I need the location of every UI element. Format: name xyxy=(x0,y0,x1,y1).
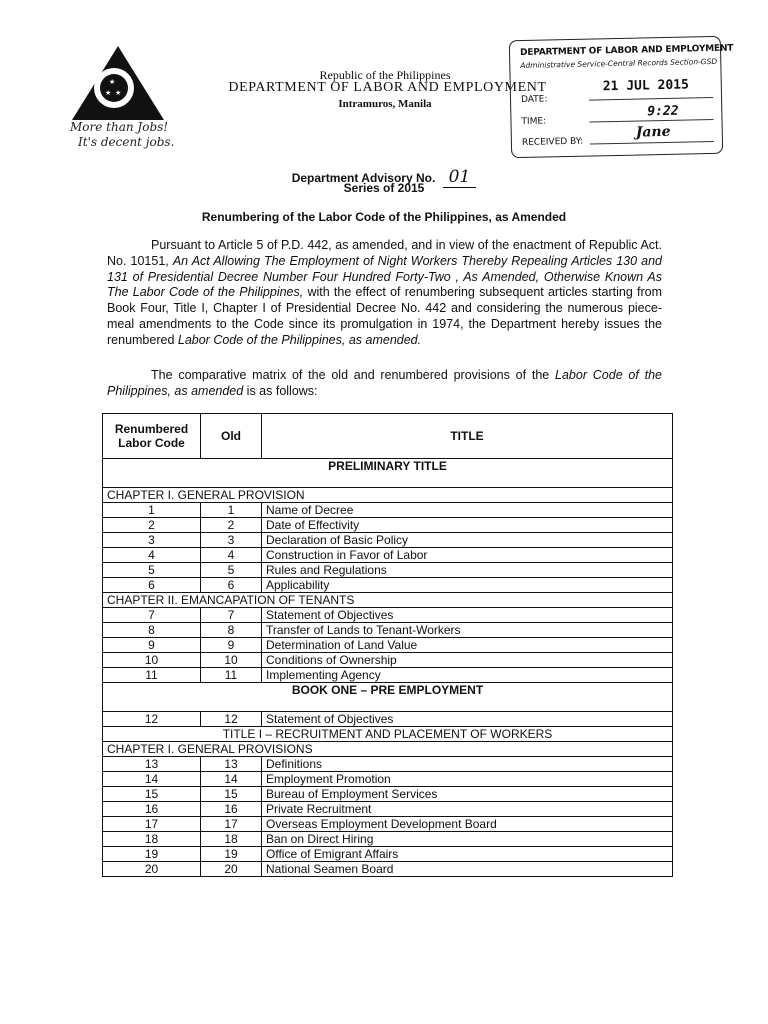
received-stamp xyxy=(509,36,734,158)
cell-old: 2 xyxy=(201,518,262,533)
p2-text-a: The comparative matrix of the old and renumbered provisions of the xyxy=(151,368,556,382)
cell-renumbered: 15 xyxy=(103,787,201,802)
cell-title: Statement of Objectives xyxy=(262,712,673,727)
table-row xyxy=(103,787,673,802)
cell-old: 12 xyxy=(201,712,262,727)
table-row xyxy=(103,653,673,668)
cell-old: 7 xyxy=(201,608,262,623)
stamp-received-signature: Jane xyxy=(635,123,671,141)
cell-renumbered: 10 xyxy=(103,653,201,668)
cell-renumbered: 7 xyxy=(103,608,201,623)
header-renumbered: Renumbered Labor Code xyxy=(103,414,201,459)
p1-act-title: An Act Allowing The Employment of Night Workers Thereby Repealing Articles 130 and 131 of Presidential Decree Number Four Hundred Forty-Two , As Amended, Otherwise Known As The Labor Code of the Philippines, xyxy=(107,253,662,300)
table-row xyxy=(103,832,673,847)
svg-text:★: ★ xyxy=(109,78,116,86)
cell-title: Office of Emigrant Affairs xyxy=(262,847,673,862)
stamp-date-line xyxy=(589,97,713,101)
cell-title: Definitions xyxy=(262,757,673,772)
section-heading: BOOK ONE – PRE EMPLOYMENT xyxy=(103,683,673,712)
cell-old: 19 xyxy=(201,847,262,862)
cell-old: 9 xyxy=(201,638,262,653)
table-row xyxy=(103,817,673,832)
stamp-subtitle: Administrative Service-Central Records Section-GSD xyxy=(520,56,718,70)
cell-old: 10 xyxy=(201,653,262,668)
table-row xyxy=(103,772,673,787)
cell-old: 16 xyxy=(201,802,262,817)
paragraph-pursuant xyxy=(107,238,662,349)
svg-text:★: ★ xyxy=(115,89,122,97)
table-title-row xyxy=(103,727,673,742)
cell-old: 5 xyxy=(201,563,262,578)
cell-old: 4 xyxy=(201,548,262,563)
cell-renumbered: 19 xyxy=(103,847,201,862)
cell-renumbered: 14 xyxy=(103,772,201,787)
advisory-number-label: Department Advisory No. xyxy=(291,171,436,185)
table-chapter-row xyxy=(103,593,673,608)
cell-renumbered: 3 xyxy=(103,533,201,548)
cell-old: 6 xyxy=(201,578,262,593)
cell-renumbered: 17 xyxy=(103,817,201,832)
table-chapter-row xyxy=(103,742,673,757)
cell-title: Determination of Land Value xyxy=(262,638,673,653)
p1-code-title: Labor Code of the Philippines, as amended. xyxy=(177,332,422,347)
stamp-date-value: 21 JUL 2015 xyxy=(602,77,690,95)
cell-title: Construction in Favor of Labor xyxy=(262,548,673,563)
table-row xyxy=(103,623,673,638)
stamp-title: DEPARTMENT OF LABOR AND EMPLOYMENT xyxy=(519,43,734,58)
cell-renumbered: 16 xyxy=(103,802,201,817)
table-row xyxy=(103,533,673,548)
stamp-received-line xyxy=(590,141,714,145)
comparative-matrix-table xyxy=(102,413,673,877)
cell-title: Implementing Agency xyxy=(262,668,673,683)
table-row xyxy=(103,638,673,653)
chapter-heading: CHAPTER I. GENERAL PROVISIONS xyxy=(103,742,673,757)
header-old: Old xyxy=(201,414,262,459)
cell-title: Employment Promotion xyxy=(262,772,673,787)
cell-renumbered: 4 xyxy=(103,548,201,563)
table-row xyxy=(103,563,673,578)
cell-old: 11 xyxy=(201,668,262,683)
cell-renumbered: 12 xyxy=(103,712,201,727)
table-row xyxy=(103,518,673,533)
cell-title: Private Recruitment xyxy=(262,802,673,817)
p1-text-a: Pursuant to Article 5 of P.D. 442, as amended, and in view of the enactment of Republic Act. No. 10151, xyxy=(107,238,662,268)
table-row xyxy=(103,608,673,623)
cell-renumbered: 18 xyxy=(103,832,201,847)
table-header-row xyxy=(103,414,673,459)
chapter-heading: CHAPTER II. EMANCAPATION OF TENANTS xyxy=(103,593,673,608)
table-row xyxy=(103,862,673,877)
cell-renumbered: 13 xyxy=(103,757,201,772)
header-title: TITLE xyxy=(262,414,673,459)
header-department: DEPARTMENT OF LABOR AND EMPLOYMENT xyxy=(228,80,547,95)
table-section-row xyxy=(103,683,673,712)
chapter-heading: CHAPTER I. GENERAL PROVISION xyxy=(103,488,673,503)
cell-title: Bureau of Employment Services xyxy=(262,787,673,802)
p2-code-title: Labor Code of the Philippines, as amended xyxy=(107,368,662,398)
cell-old: 3 xyxy=(201,533,262,548)
cell-renumbered: 6 xyxy=(103,578,201,593)
cell-title: Transfer of Lands to Tenant-Workers xyxy=(262,623,673,638)
advisory-series: Series of 2015 xyxy=(343,181,425,195)
table-chapter-row xyxy=(103,488,673,503)
stamp-date-label: DATE: xyxy=(520,94,548,105)
table-row xyxy=(103,578,673,593)
paragraph-matrix-intro xyxy=(107,368,662,400)
cell-renumbered: 5 xyxy=(103,563,201,578)
cell-renumbered: 1 xyxy=(103,503,201,518)
cell-old: 17 xyxy=(201,817,262,832)
cell-old: 18 xyxy=(201,832,262,847)
cell-title: Rules and Regulations xyxy=(262,563,673,578)
stamp-time-label: TIME: xyxy=(521,116,547,127)
table-row xyxy=(103,712,673,727)
cell-title: Name of Decree xyxy=(262,503,673,518)
cell-old: 14 xyxy=(201,772,262,787)
header-republic: Republic of the Philippines xyxy=(319,68,451,82)
cell-renumbered: 8 xyxy=(103,623,201,638)
stamp-received-label: RECEIVED BY: xyxy=(521,136,584,148)
cell-title: Applicability xyxy=(262,578,673,593)
cell-old: 13 xyxy=(201,757,262,772)
cell-renumbered: 20 xyxy=(103,862,201,877)
svg-text:★: ★ xyxy=(105,89,112,97)
cell-title: National Seamen Board xyxy=(262,862,673,877)
cell-title: Declaration of Basic Policy xyxy=(262,533,673,548)
stamp-time-value: 9:22 xyxy=(647,103,679,120)
p1-text-c: with the effect of renumbering subsequent articles starting from Book Four, Title I, Chapter I of Presidential Decree No. 442 and considering the numerous piece-meal amendments to the Code since its promulgation in 1974, the Department hereby issues the renumbered xyxy=(107,285,662,347)
p2-text-c: is as follows: xyxy=(243,383,318,398)
cell-renumbered: 9 xyxy=(103,638,201,653)
table-row xyxy=(103,668,673,683)
table-row xyxy=(103,802,673,817)
table-section-row xyxy=(103,459,673,488)
header-address: Intramuros, Manila xyxy=(338,98,432,110)
cell-renumbered: 2 xyxy=(103,518,201,533)
cell-old: 20 xyxy=(201,862,262,877)
dole-logo xyxy=(68,42,168,122)
stamp-time-line xyxy=(590,119,714,123)
cell-title: Ban on Direct Hiring xyxy=(262,832,673,847)
tagline-line-1: More than Jobs! xyxy=(70,120,169,134)
tagline-line-2: It's decent jobs. xyxy=(78,135,175,149)
section-heading: PRELIMINARY TITLE xyxy=(103,459,673,488)
cell-old: 15 xyxy=(201,787,262,802)
table-body xyxy=(103,459,673,877)
cell-title: Date of Effectivity xyxy=(262,518,673,533)
advisory-subject: Renumbering of the Labor Code of the Philippines, as Amended xyxy=(201,210,567,224)
cell-old: 1 xyxy=(201,503,262,518)
cell-title: Overseas Employment Development Board xyxy=(262,817,673,832)
cell-title: Statement of Objectives xyxy=(262,608,673,623)
cell-title: Conditions of Ownership xyxy=(262,653,673,668)
title-heading: TITLE I – RECRUITMENT AND PLACEMENT OF WORKERS xyxy=(103,727,673,742)
advisory-number-value: 01 xyxy=(443,167,477,188)
cell-old: 8 xyxy=(201,623,262,638)
table-row xyxy=(103,548,673,563)
table-row xyxy=(103,757,673,772)
cell-renumbered: 11 xyxy=(103,668,201,683)
table-row xyxy=(103,847,673,862)
table-row xyxy=(103,503,673,518)
